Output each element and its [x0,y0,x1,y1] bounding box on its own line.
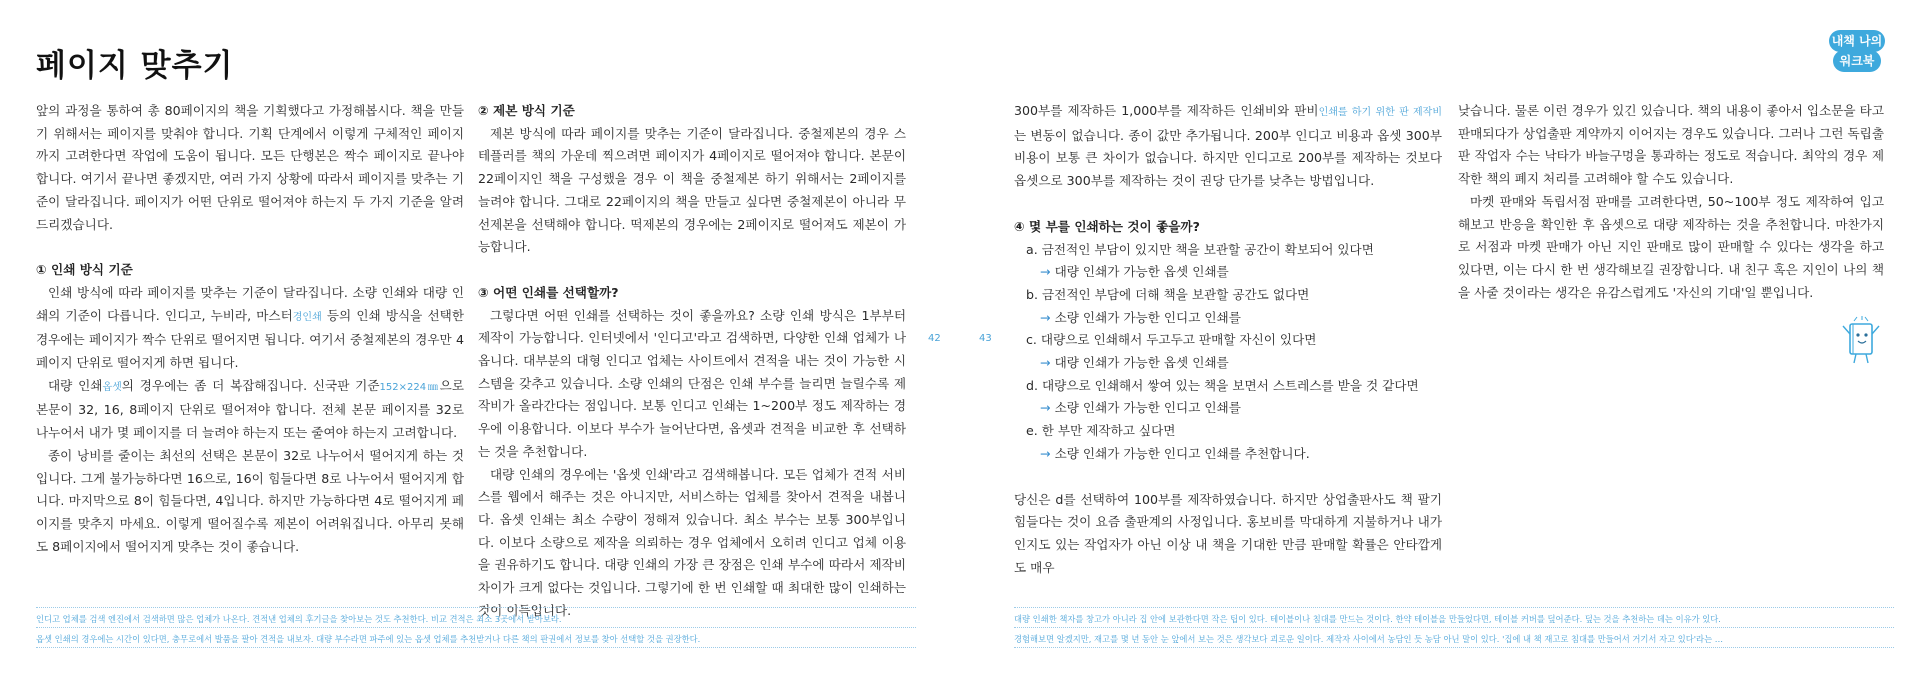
paragraph: 당신은 d를 선택하여 100부를 제작하였습니다. 하지만 상업출판사도 책 팔기 힘들다는 것이 요즘 출판계의 사정입니다. 홍보비를 막대하게 지불하거나 내가 인지도 있는 작업자가 아닌 이상 내 책을 기대한 만큼 판매할 확률은 안타깝게도 매우 [1014,491,1442,575]
section-heading-3: ③ 어떤 인쇄를 선택할까? [478,284,619,300]
list-answer: → 소량 인쇄가 가능한 인디고 인쇄를 [1040,309,1241,325]
paragraph: 마켓 판매와 독립서점 판매를 고려한다면, 50~100부 정도 제작하여 입고해보고 반응을 확인한 후 옵셋으로 대량 제작하는 것을 추천합니다. 마찬가지로 서점과 마켓 판매가 아닌 지인 판매로 많이 판매할 수 있다는 생각을 하고 있다면, 이는 다시 한 번 생각해보길 권장합니다. 내 친구 혹은 지인이 나의 책을 사줄 것이라는 생각은 유감스럽게도 '자신의 기대'일 뿐입니다. [1458,193,1884,300]
arrow-icon: → [1040,264,1051,280]
page-number-right: 43 [979,333,992,344]
list-item: b. 금전적인 부담에 더해 책을 보관할 공간도 없다면 [1026,286,1310,302]
list-item: a. 금전적인 부담이 있지만 책을 보관할 공간이 확보되어 있다면 [1026,241,1374,257]
paragraph: 낮습니다. 물론 이런 경우가 있긴 있습니다. 책의 내용이 좋아서 입소문을 타고 판매되다가 상업출판 계약까지 이어지는 경우도 있습니다. 그러나 그런 독립출판 작업자 수는 낙타가 바늘구멍을 통과하는 정도로 적습니다. 최악의 경우 제작한 책의 폐지 처리를 고려해야 할 수도 있습니다. [1458,103,1884,187]
right-page [960,0,1920,678]
inline-note: 옵셋 [102,381,122,393]
footnote: 옵셋 인쇄의 경우에는 시간이 있다면, 충무로에서 발품을 팔아 견적을 내보자. 대량 부수라면 파주에 있는 옵셋 업체를 추천받거나 다른 책의 판권에서 정보를 찾아 선택할 것을 권장한다. [36,627,916,648]
section-heading-2: ② 제본 방식 기준 [478,103,575,118]
arrow-icon: → [1040,309,1051,325]
list-answer: → 소량 인쇄가 가능한 인디고 인쇄를 추천합니다. [1040,445,1310,461]
paragraph: 인쇄 방식에 따라 페이지를 맞추는 기준이 달라집니다. 소량 인쇄와 대량 인쇄의 기준이 다릅니다. 인디고, 누비라, 마스터경인쇄 등의 인쇄 방식을 선택한 경우에는 페이지가 짝수 단위로 떨어지면 됩니다. 여기서 중철제본의 경우만 4페이지 단위로 떨어지게 하면 됩니다. [36,284,464,371]
intro-paragraph: 앞의 과정을 통하여 총 80페이지의 책을 기획했다고 가정해봅시다. 책을 만들기 위해서는 페이지를 맞춰야 합니다. 기획 단계에서 이렇게 구체적인 페이지까지 고려한다면 작업에 도움이 됩니다. 모든 단행본은 짝수 페이지로 끝나야 합니다. 여기서 끝나면 좋겠지만, 여러 가지 상황에 따라서 페이지를 맞추는 기준이 달라집니다. 페이지가 어떤 단위로 떨어져야 하는지 두 가지 기준을 알려드리겠습니다. [36,103,464,232]
footnotes-left [36,607,916,648]
footnote: 경험해보면 알겠지만, 재고를 몇 년 동안 눈 앞에서 보는 것은 생각보다 괴로운 일이다. 제작자 사이에서 농담인 듯 농담 아닌 말이 있다. '집에 내 책 재고로 침대를 만들어서 거기서 자고 있다'라는 … [1014,627,1894,648]
section-heading-4: ④ 몇 부를 인쇄하는 것이 좋을까? [1014,218,1200,234]
column-3 [1014,100,1442,579]
footnote: 인디고 업체를 검색 엔진에서 검색하면 많은 업체가 나온다. 견적낸 업체의 후기글을 찾아보는 것도 추천한다. 비교 견적은 최소 3곳에서 받아보라. [36,607,916,627]
list-answer: → 대량 인쇄가 가능한 옵셋 인쇄를 [1040,264,1229,280]
inline-note: 152×224㎜ [379,381,440,393]
workbook-badge [1823,30,1889,76]
page-title: 페이지 맞추기 [36,48,234,84]
footnote: 대량 인쇄한 책자를 창고가 아니라 집 안에 보관한다면 작은 팁이 있다. 테이블이나 침대를 만드는 것이다. 한약 테이블을 만들었다면, 테이블 커버를 덮어준다. 덮는 것을 추천하는 데는 이유가 있다. [1014,607,1894,627]
arrow-icon: → [1040,445,1051,461]
page-number-left: 42 [928,333,941,344]
column-2 [478,100,906,622]
footnotes-right [1014,607,1894,648]
list-answer: → 대량 인쇄가 가능한 옵셋 인쇄를 [1040,355,1229,371]
paragraph: 300부를 제작하든 1,000부를 제작하든 인쇄비와 판비인쇄를 하기 위한 판 제작비는 변동이 없습니다. 종이 값만 추가됩니다. 200부 인디고 비용과 옵셋 300부 비용이 보통 큰 차이가 없습니다. 하지만 인디고로 200부를 제작하는 것보다 옵셋으로 300부를 제작하는 것이 권당 단가를 낮추는 방법입니다. [1014,103,1442,189]
list-item: d. 대량으로 인쇄해서 쌓여 있는 책을 보면서 스트레스를 받을 것 같다면 [1026,377,1419,393]
arrow-icon: → [1040,355,1051,371]
inline-note: 인쇄를 하기 위한 판 제작비 [1318,107,1442,118]
paragraph: 제본 방식에 따라 페이지를 맞추는 기준이 달라집니다. 중철제본의 경우 스테플러를 책의 가운데 찍으려면 페이지가 4페이지로 떨어져야 합니다. 본문이 22페이지인 책을 구성했을 경우 이 책을 중철제본 하기 위해서는 2페이지를 늘려야 합니다. 그대로 22페이지의 책을 만들고 싶다면 중철제본이 아니라 무선제본을 선택해야 합니다. 떡제본의 경우에는 2페이지로 떨어져도 제본이 가능합니다. [478,125,906,255]
badge-line-1: 내책 나의 [1829,30,1885,52]
paragraph: 대량 인쇄옵셋의 경우에는 좀 더 복잡해집니다. 신국판 기준152×224㎜으로 본문이 32, 16, 8페이지 단위로 떨어져야 합니다. 전체 본문 페이지를 32로 나누어서 내가 몇 페이지를 더 늘려야 하는지 또는 줄여야 하는지 고려합니다. [36,377,464,441]
paragraph: 대량 인쇄의 경우에는 '옵셋 인쇄'라고 검색해봅니다. 모든 업체가 견적 서비스를 웹에서 해주는 것은 아니지만, 서비스하는 업체를 찾아서 견적을 내봅니다. 옵셋 인쇄는 최소 수량이 정해져 있습니다. 최소 부수는 보통 300부입니다. 이보다 소량으로 제작을 의뢰하는 경우 업체에서 오히려 인디고 업체 이용을 권유하기도 합니다. 대량 인쇄의 가장 큰 장점은 인쇄 부수에 따라서 제작비 차이가 크게 없다는 것입니다. 그렇기에 한 번 인쇄할 때 최대한 많이 인쇄하는 것이 이득입니다. [478,466,906,618]
inline-note: 경인쇄 [292,311,322,323]
list-item: c. 대량으로 인쇄해서 두고두고 판매할 자신이 있다면 [1026,332,1317,348]
list-answer: → 소량 인쇄가 가능한 인디고 인쇄를 [1040,400,1241,416]
book-mascot-icon [1840,316,1882,366]
column-1 [36,100,464,558]
paragraph: 그렇다면 어떤 인쇄를 선택하는 것이 좋을까요? 소량 인쇄 방식은 1부부터 제작이 가능합니다. 인터넷에서 '인디고'라고 검색하면, 다양한 인쇄 업체가 나옵니다. 대부분의 대형 인디고 업체는 사이트에서 견적을 내는 것이 가능한 시스템을 갖추고 있습니다. 소량 인쇄의 단점은 인쇄 부수를 늘리면 늘릴수록 제작비가 올라간다는 점입니다. 보통 인디고 인쇄는 1~200부 정도 제작하는 경우에 이용합니다. 이보다 부수가 늘어난다면, 옵셋과 견적을 비교한 후 선택하는 것을 추천합니다. [478,307,906,459]
list-item: e. 한 부만 제작하고 싶다면 [1026,423,1176,439]
paragraph: 종이 낭비를 줄이는 최선의 선택은 본문이 32로 나누어서 떨어지게 하는 것입니다. 그게 불가능하다면 16으로, 16이 힘들다면 8로 나누어서 떨어지게 합니다. 마지막으로 8이 힘들다면, 4입니다. 하지만 가능하다면 4로 떨어지게 페이지를 맞추지 마세요. 이렇게 떨어질수록 제본이 어려워집니다. 아무리 못해도 8페이지에서 떨어지게 맞추는 것이 좋습니다. [36,447,464,554]
badge-line-2: 워크북 [1833,50,1881,72]
column-4 [1458,100,1884,304]
section-heading-1: ① 인쇄 방식 기준 [36,262,133,278]
arrow-icon: → [1040,400,1051,416]
